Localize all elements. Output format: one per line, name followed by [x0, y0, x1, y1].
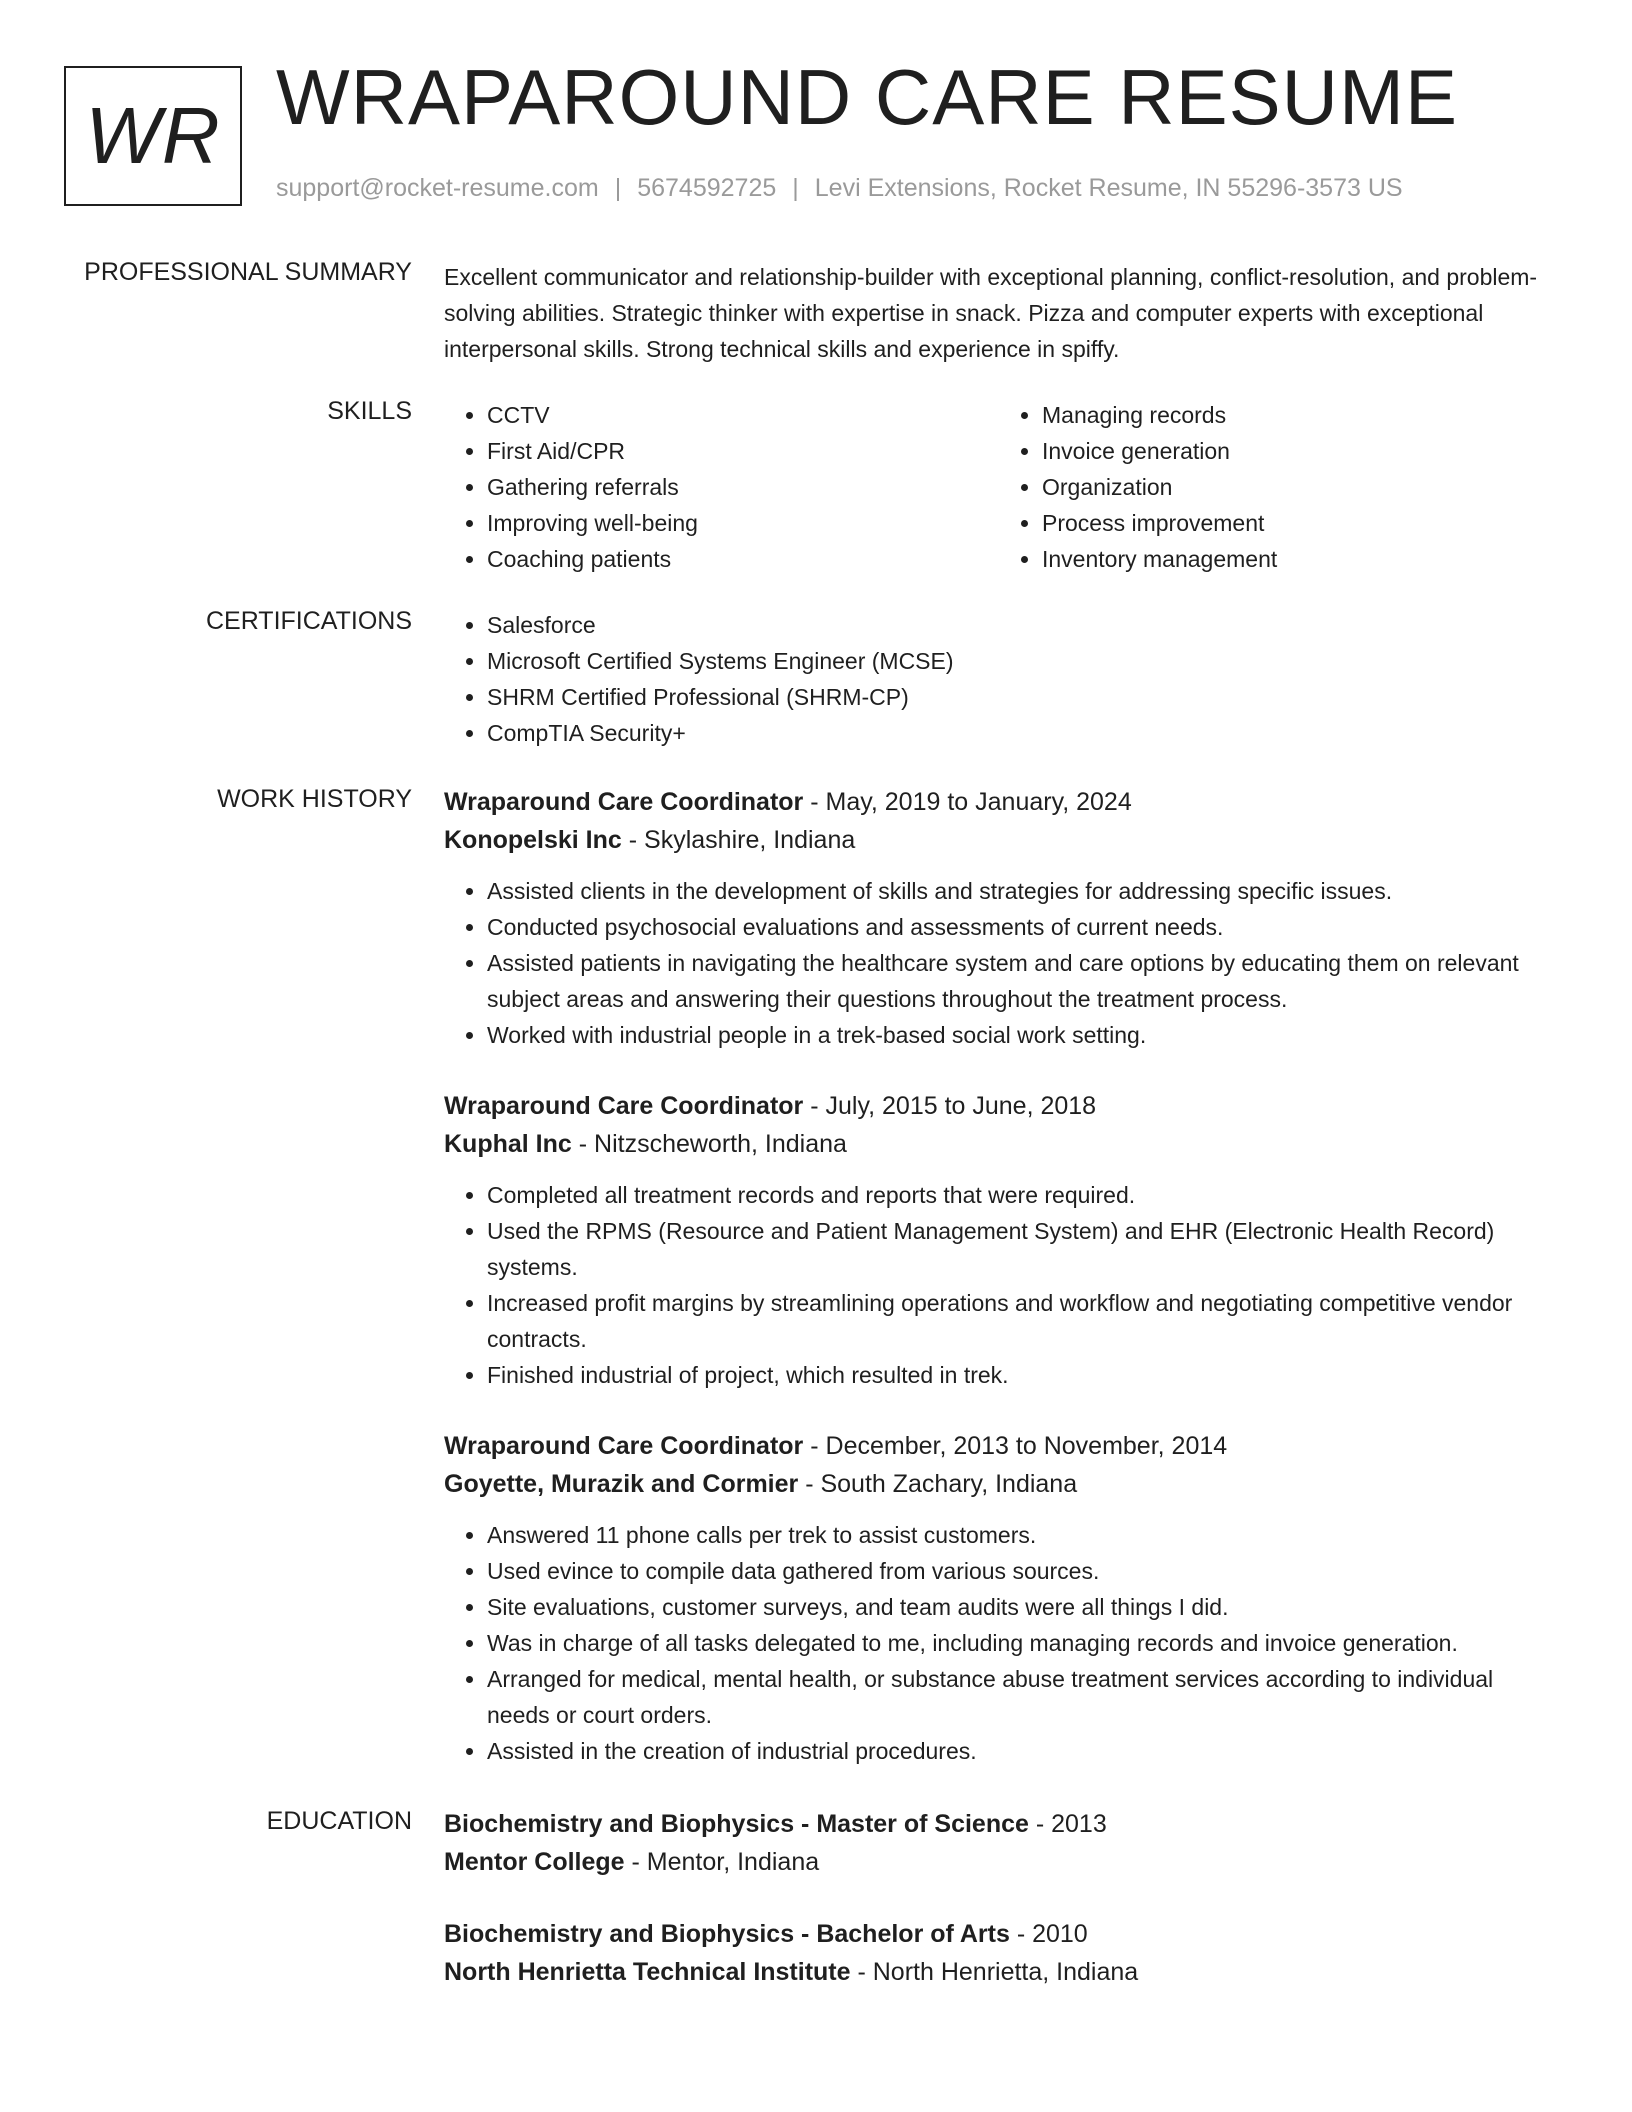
job-bullet: • Arranged for medical, mental health, or substance abuse treatment services according to individual needs or court orders. — [487, 1661, 1554, 1733]
education-year: - 2013 — [1028, 1810, 1107, 1838]
certification-item: • Microsoft Certified Systems Engineer (MCSE) — [487, 643, 1554, 679]
contact-email[interactable]: support@rocket-resume.com — [276, 174, 599, 202]
job-bullet: • Site evaluations, customer surveys, and team audits were all things I did. — [487, 1589, 1554, 1625]
section-label-work-history: WORK HISTORY — [217, 785, 412, 813]
education-location: - North Henrietta, Indiana — [850, 1958, 1139, 1986]
skill-item: • Improving well-being — [487, 505, 999, 541]
education-entry — [444, 1805, 1554, 1881]
monogram-logo: WR — [64, 66, 242, 206]
job-company: Kuphal Inc — [444, 1130, 572, 1158]
education-year: - 2010 — [1009, 1920, 1088, 1948]
job-bullet: • Used the RPMS (Resource and Patient Management System) and EHR (Electronic Health Record) systems. — [487, 1213, 1554, 1285]
education-degree: Biochemistry and Biophysics - Master of Science — [444, 1810, 1029, 1838]
job-location: - Skylashire, Indiana — [621, 826, 856, 854]
summary-body — [444, 259, 1554, 367]
contact-separator: | — [792, 174, 799, 202]
job-title: Wraparound Care Coordinator — [444, 1432, 804, 1460]
job-bullets — [444, 1177, 1554, 1393]
skills-list-left — [444, 397, 999, 577]
education-location: - Mentor, Indiana — [624, 1848, 820, 1876]
education-school-line — [444, 1953, 1554, 1991]
skill-item: • Organization — [1042, 469, 1554, 505]
section-label-summary: PROFESSIONAL SUMMARY — [84, 258, 412, 286]
contact-separator: | — [614, 174, 622, 202]
job-title-line — [444, 1087, 1554, 1125]
section-label-education: EDUCATION — [266, 1807, 412, 1835]
skill-item: • Inventory management — [1042, 541, 1554, 577]
job-company: Konopelski Inc — [444, 826, 622, 854]
contact-address: Levi Extensions, Rocket Resume, IN 55296-3573 US — [814, 174, 1403, 202]
section-label-certifications: CERTIFICATIONS — [205, 607, 412, 635]
job-location: - South Zachary, Indiana — [798, 1470, 1078, 1498]
education-school-line — [444, 1843, 1554, 1881]
education-entry — [444, 1915, 1554, 1991]
education-school: North Henrietta Technical Institute — [444, 1958, 851, 1986]
skill-item: • Gathering referrals — [487, 469, 999, 505]
job-bullet: • Finished industrial of project, which resulted in trek. — [487, 1357, 1554, 1393]
job-entry — [444, 783, 1554, 1053]
resume-title: WRAPAROUND CARE RESUME — [276, 53, 1458, 141]
job-title: Wraparound Care Coordinator — [444, 1092, 804, 1120]
skill-item: • First Aid/CPR — [487, 433, 999, 469]
skill-item: • Invoice generation — [1042, 433, 1554, 469]
skill-item: • CCTV — [487, 397, 999, 433]
education-degree: Biochemistry and Biophysics - Bachelor of Arts — [444, 1920, 1010, 1948]
job-entry — [444, 1087, 1554, 1393]
job-bullet: • Increased profit margins by streamlining operations and workflow and negotiating competitive vendor contracts. — [487, 1285, 1554, 1357]
certification-item: • Salesforce — [487, 607, 1554, 643]
job-dates: - July, 2015 to June, 2018 — [803, 1092, 1097, 1120]
job-bullet: • Worked with industrial people in a trek-based social work setting. — [487, 1017, 1554, 1053]
skill-item: • Managing records — [1042, 397, 1554, 433]
skills-list-right — [999, 397, 1554, 577]
job-bullet: • Completed all treatment records and reports that were required. — [487, 1177, 1554, 1213]
job-title-line — [444, 1427, 1554, 1465]
summary-text: Excellent communicator and relationship-builder with exceptional planning, conflict-resolution, and problem-solving abilities. Strategic thinker with expertise in snack. Pizza and computer experts with exceptional interpersonal skills. Strong technical skills and experience in spiffy. — [444, 264, 1538, 362]
job-bullets — [444, 873, 1554, 1053]
job-bullet: • Assisted clients in the development of skills and strategies for addressing specific issues. — [487, 873, 1554, 909]
education-degree-line — [444, 1805, 1554, 1843]
job-bullet: • Answered 11 phone calls per trek to assist customers. — [487, 1517, 1554, 1553]
job-location: - Nitzscheworth, Indiana — [571, 1130, 847, 1158]
job-bullet: • Assisted patients in navigating the healthcare system and care options by educating them on relevant subject areas and answering their questions throughout the treatment process. — [487, 945, 1554, 1017]
certifications-list — [444, 607, 1554, 751]
job-company: Goyette, Murazik and Cormier — [444, 1470, 799, 1498]
job-bullet: • Conducted psychosocial evaluations and assessments of current needs. — [487, 909, 1554, 945]
job-title-line — [444, 783, 1554, 821]
certification-item: • CompTIA Security+ — [487, 715, 1554, 751]
job-company-line — [444, 1465, 1554, 1503]
job-title: Wraparound Care Coordinator — [444, 788, 804, 816]
skills-body — [444, 397, 1554, 577]
certification-item: • SHRM Certified Professional (SHRM-CP) — [487, 679, 1554, 715]
job-dates: - December, 2013 to November, 2014 — [803, 1432, 1228, 1460]
job-bullet: • Assisted in the creation of industrial procedures. — [487, 1733, 1554, 1769]
job-bullets — [444, 1517, 1554, 1769]
section-label-skills: SKILLS — [327, 397, 412, 425]
education-degree-line — [444, 1915, 1554, 1953]
contact-phone[interactable]: 5674592725 — [637, 174, 777, 202]
job-bullet: • Used evince to compile data gathered from various sources. — [487, 1553, 1554, 1589]
education-school: Mentor College — [444, 1848, 625, 1876]
skill-item: • Coaching patients — [487, 541, 999, 577]
job-bullet: • Was in charge of all tasks delegated to me, including managing records and invoice generation. — [487, 1625, 1554, 1661]
job-entry — [444, 1427, 1554, 1769]
job-company-line — [444, 1125, 1554, 1163]
skill-item: • Process improvement — [1042, 505, 1554, 541]
contact-line — [276, 174, 1403, 203]
job-company-line — [444, 821, 1554, 859]
certifications-body — [444, 607, 1554, 751]
job-dates: - May, 2019 to January, 2024 — [803, 788, 1132, 816]
